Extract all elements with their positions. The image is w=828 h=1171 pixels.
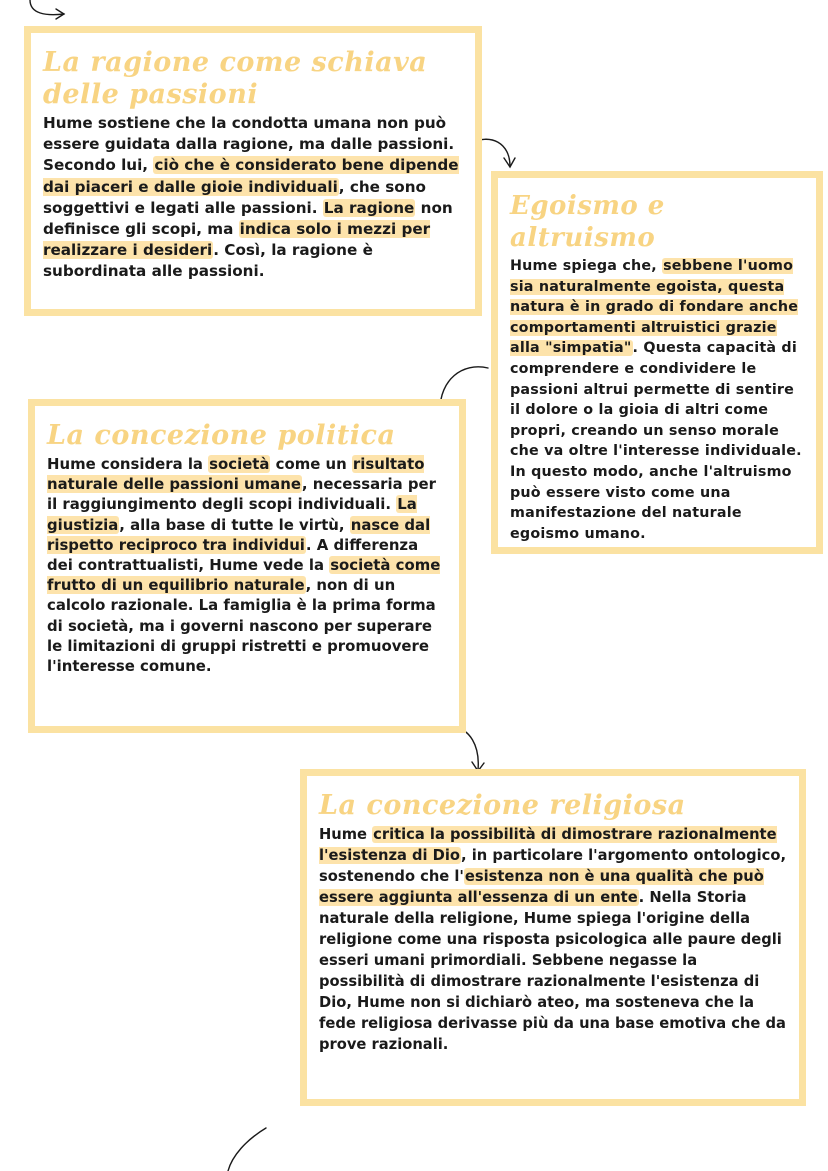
card-title: Egoismo e altruismo — [510, 191, 665, 253]
card-body — [47, 454, 447, 676]
highlight: ciò che è considerato bene dipende dai piaceri e dalle gioie individuali — [43, 156, 459, 196]
arrow-card3-to-card4 — [452, 727, 478, 770]
highlight: indica solo i mezzi per realizzare i desideri — [43, 220, 431, 260]
card-body — [319, 824, 787, 1055]
arrow-top-left — [30, 0, 64, 15]
text: Hume sostiene che la condotta umana non può essere guidata dalla ragione, ma dalle passioni. Secondo lui, — [43, 114, 455, 175]
card-title: La concezione politica — [47, 420, 396, 451]
highlight: esistenza non è una qualità che può essere aggiunta all'essenza di un ente — [319, 868, 764, 906]
highlight: La ragione — [323, 198, 415, 217]
text: , non di un calcolo razionale. La famiglia è la prima forma di società, ma i governi nascono per superare le limitazioni di gruppi ristretti e promuovere l'interesse comune. — [47, 576, 436, 676]
highlight: nasce dal rispetto reciproco tra individui — [47, 515, 431, 554]
card-title: La ragione come schiava delle passioni — [43, 47, 428, 110]
highlight: risultato naturale delle passioni umane — [47, 455, 425, 494]
highlight: sebbene l'uomo sia naturalmente egoista, questa natura è in grado di fondare anche comportamenti altruistici grazie alla "simpatia" — [510, 258, 799, 357]
text: Hume — [319, 826, 373, 843]
text: , che sono soggettivi e legati alle passioni. — [43, 177, 426, 217]
text: Hume considera la — [47, 455, 209, 473]
card-body — [43, 113, 463, 283]
arrow-bottom-partial — [228, 1128, 266, 1171]
text: non definisce gli scopi, ma — [43, 198, 453, 239]
text: . Così, la ragione è subordinata alle passioni. — [43, 241, 373, 281]
highlight: La giustizia — [47, 495, 417, 534]
card-title: La concezione religiosa — [319, 790, 686, 821]
card-egoismo-altruismo — [491, 171, 823, 554]
text: . Questa capacità di comprendere e condividere le passioni altrui permette di sentire il dolore o la gioia di altri come propri, creando un senso morale che va oltre l'interesse individuale. In questo modo, anche l'altruismo può essere visto come una manifestazione del naturale egoismo umano. — [510, 340, 802, 542]
card-body — [510, 256, 804, 544]
text: come un — [270, 455, 352, 473]
text: Hume spiega che, — [510, 258, 663, 274]
highlight: società — [209, 455, 270, 473]
card-concezione-religiosa — [300, 769, 806, 1106]
text: . A differenza dei contrattualisti, Hume vede la — [47, 535, 419, 575]
highlight: società come frutto di un equilibrio naturale — [47, 556, 441, 595]
card-ragione-passioni — [24, 26, 482, 316]
card-concezione-politica — [28, 399, 466, 733]
text: , alla base di tutte le virtù, — [119, 515, 350, 534]
text: , necessaria per il raggiungimento degli scopi individuali. — [47, 475, 436, 514]
text: , in particolare l'argomento ontologico, sostenendo che l' — [319, 847, 787, 885]
text: . Nella Storia naturale della religione, Hume spiega l'origine della religione come una risposta psicologica alle paure degli esseri umani primordiali. Sebbene negasse la possibilità di dimostrare razionalmente l'esistenza di Dio, Hume non si dichiarò ateo, ma sosteneva che la fede religiosa derivasse più da una base emotiva che da prove razionali. — [319, 889, 786, 1053]
highlight: critica la possibilità di dimostrare razionalmente l'esistenza di Dio — [319, 826, 777, 864]
